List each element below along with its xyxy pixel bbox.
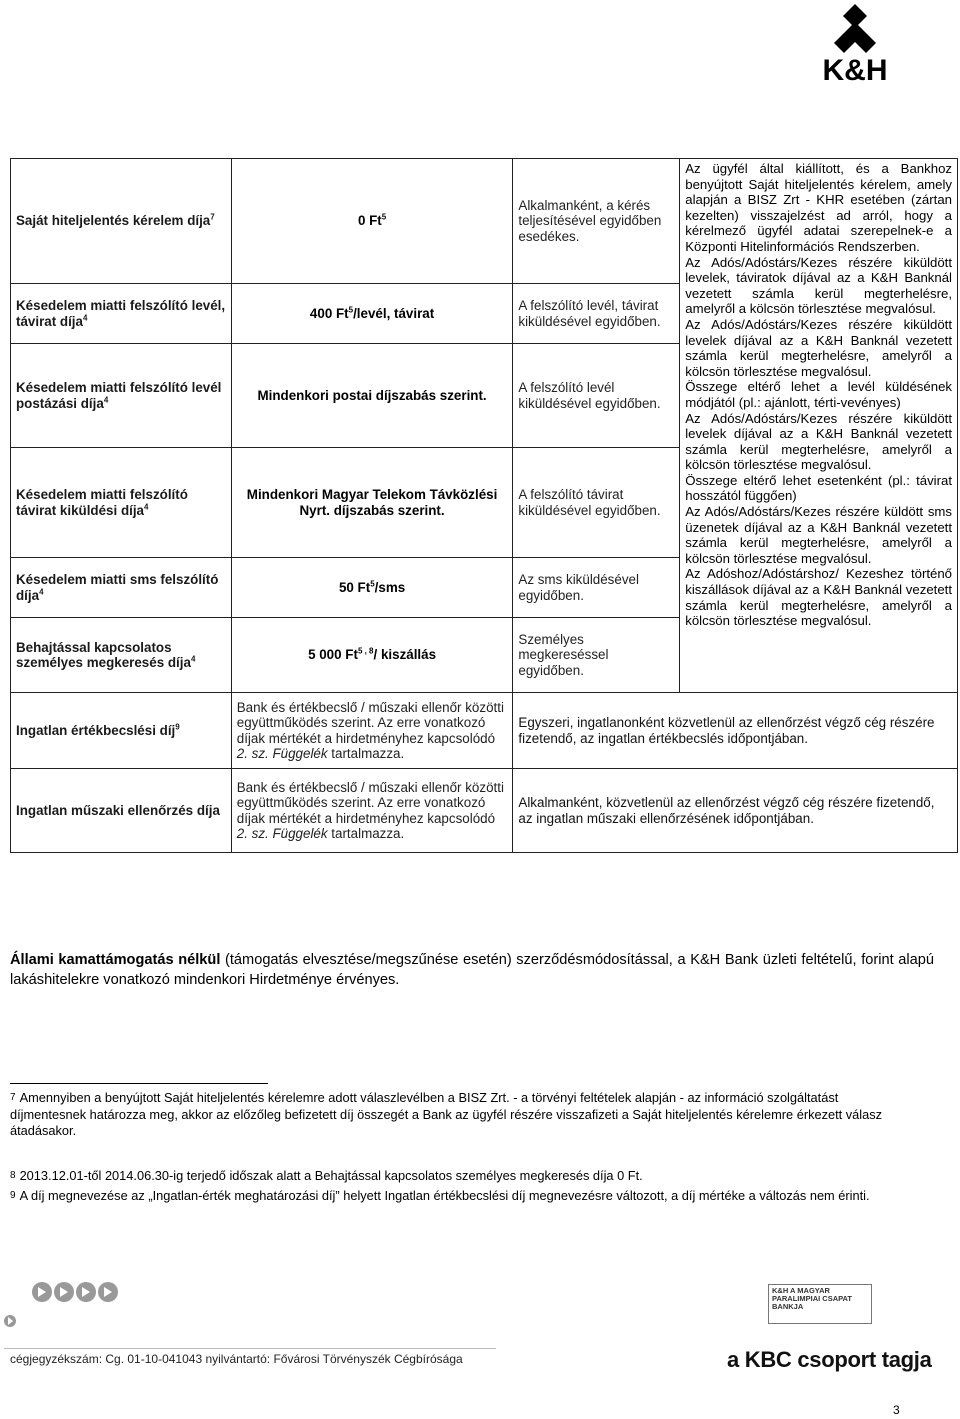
fee-note: Egyszeri, ingatlanonként közvetlenül az ellenőrzést végző cég részére fizetendő, az ingatlan értékbecslés időpontjában.: [513, 693, 958, 769]
fee-name: [11, 558, 232, 618]
fee-amount-value: Mindenkori postai díjszabás szerint.: [257, 387, 487, 403]
fee-row: [11, 693, 958, 769]
fee-timing: Személyes megkereséssel egyidőben.: [513, 618, 680, 693]
arrow-right-icon: [4, 1315, 16, 1327]
fee-description: Az Adós/Adóstárs/Kezes részére kiküldött levelek díjával az a K&H Banknál vezetett számla kerül megterhelésre, amelyről a kölcsön törlesztése megvalósul.: [685, 410, 952, 473]
footnote-ref: 5: [370, 579, 375, 589]
footnote-7: [10, 1090, 910, 1140]
fee-description: Összege eltérő lehet a levél küldésének módjától (pl.: ajánlott, térti-vevényes): [685, 379, 952, 410]
fee-name-text: Saját hiteljelentés kérelem díja: [16, 213, 211, 229]
fee-name: [11, 159, 232, 284]
kh-diamond-icon: [834, 4, 876, 53]
fee-name-text: Késedelem miatti felszólító távirat kiküldési díja: [16, 487, 188, 518]
footnote-number: 7: [10, 1092, 16, 1103]
fee-name-text: Késedelem miatti felszólító levél postázási díja: [16, 380, 222, 411]
fee-name: [11, 618, 232, 693]
footnote-number: 9: [10, 1190, 16, 1201]
footnote-ref: 5 , 8: [357, 646, 374, 656]
fee-name: [11, 448, 232, 558]
footnote-ref: 4: [39, 587, 44, 597]
footnote-text: 2013.12.01-től 2014.06.30-ig terjedő időszak alatt a Behajtással kapcsolatos személyes megkeresés díja 0 Ft.: [19, 1168, 643, 1183]
fee-name-text: Ingatlan értékbecslési díj: [16, 722, 176, 738]
navigation-arrows: [32, 1282, 120, 1304]
paralympic-logo: K&H A MAGYAR PARALIMPIAI CSAPAT BANKJA: [768, 1284, 872, 1324]
fee-description: Az Adós/Adóstárs/Kezes részére küldött sms üzenetek díjával az a K&H Banknál vezetett számla kerül megterhelésre, amelyről a kölcsön törlesztése megvalósul.: [685, 504, 952, 566]
fee-name-text: Késedelem miatti sms felszólító díja: [16, 572, 219, 603]
fee-amount: [231, 693, 513, 769]
fee-description: Az ügyfél által kiállított, és a Bankhoz benyújtott Saját hiteljelentés kérelem, amely alapján a BISZ Zrt - KHR esetében (zártan kezelten) visszajelzést ad arról, hogy a kérelmező ügyfél adatai szerepelnek-e a Központi Hitelinformációs Rendszerben.: [685, 161, 952, 254]
appendix-reference: 2. sz. Függelék: [236, 825, 328, 841]
footnote-text: Amennyiben a benyújtott Saját hiteljelentés kérelemre adott válaszlevélben a BISZ Zrt. - a törvényi feltételek alapján - az információ szolgáltatást díjmentesnek határozza meg, akkor az előzőleg befizetett díj összegét a Bank az ügyfél részére visszafizeti a Saját hiteljelentés kérelemre érkezett válasz átadásakor.: [10, 1090, 883, 1139]
fee-amount: [231, 558, 513, 618]
footnote-ref: 9: [175, 722, 180, 732]
fee-amount-text: tartalmazza.: [331, 745, 405, 761]
fee-description: Összege eltérő lehet esetenként (pl.: távirat hosszától függően): [685, 472, 952, 504]
footnote-ref: 5: [348, 305, 354, 315]
fee-timing: A felszólító levél, távirat kiküldésével egyidőben.: [513, 284, 680, 344]
fee-name: [11, 693, 232, 769]
fee-amount-text: tartalmazza.: [331, 825, 405, 841]
kbc-group-label: a KBC csoport tagja: [727, 1347, 932, 1372]
notice-paragraph: [10, 951, 934, 990]
fee-amount: [231, 618, 513, 693]
fee-table: [10, 158, 958, 853]
fee-descriptions: [680, 159, 958, 693]
fee-amount-value: 0 Ft: [357, 213, 382, 229]
fee-amount: [231, 284, 513, 344]
footnote-ref: 4: [82, 313, 88, 323]
fee-name: [11, 344, 232, 448]
fee-note: Alkalmanként, közvetlenül az ellenőrzést végző cég részére fizetendő, az ingatlan műszaki ellenőrzésének időpontjában.: [513, 769, 958, 853]
company-registration: cégjegyzékszám: Cg. 01-10-041043 nyilvántartó: Fővárosi Törvényszék Cégbírósága: [10, 1352, 463, 1366]
fee-name-text: Késedelem miatti felszólító levél, távirat díja: [16, 298, 226, 329]
footnote-ref: 4: [190, 654, 196, 664]
fee-row: [11, 159, 958, 284]
footnote-9: [10, 1188, 910, 1205]
fee-timing: Alkalmanként, a kérés teljesítésével egyidőben esedékes.: [513, 159, 680, 284]
notice-text: (támogatás elvesztése/megszűnése esetén) szerződésmódosítással, a K&H Bank üzleti feltételű, forint alapú lakáshitelekre vonatkozó mindenkori Hirdetménye érvényes.: [10, 952, 934, 988]
footnote-ref: 5: [381, 212, 387, 222]
arrow-right-icon: [98, 1282, 118, 1302]
fee-amount-value: Mindenkori Magyar Telekom Távközlési Nyrt. díjszabás szerint.: [246, 487, 498, 518]
fee-amount-text: Bank és értékbecslő / műszaki ellenőr közötti együttműködés szerint. Az erre vonatkozó díjak mértékét a hirdetményhez kapcsolódó: [236, 779, 504, 826]
fee-amount-unit: /levél, távirat: [353, 305, 435, 321]
fee-timing: A felszólító levél kiküldésével egyidőben.: [513, 344, 680, 448]
fee-amount: [231, 344, 513, 448]
fee-amount: [231, 448, 513, 558]
arrow-right-icon: [54, 1282, 74, 1302]
logo-text: K&H: [822, 54, 888, 86]
fee-amount-unit: /sms: [374, 579, 406, 595]
footnote-ref: 4: [103, 395, 109, 405]
footnote-ref: 4: [144, 502, 149, 512]
fee-name: [11, 284, 232, 344]
appendix-reference: 2. sz. Függelék: [236, 745, 328, 761]
fee-amount: [231, 769, 513, 853]
footnote-divider: [10, 1083, 268, 1084]
footnote-ref: 7: [210, 212, 215, 222]
kh-logo: [800, 0, 910, 86]
fee-amount-text: Bank és értékbecslő / műszaki ellenőr közötti együttműködés szerint. Az erre vonatkozó díjak mértékét a hirdetményhez kapcsolódó: [236, 699, 504, 746]
fee-amount-value: 50 Ft: [338, 579, 371, 595]
footnote-text: A díj megnevezése az „Ingatlan-érték meghatározási díj” helyett Ingatlan értékbecslési díj megnevezésre változott, a díj mértéke a változás nem érinti.: [19, 1188, 870, 1203]
fee-description: Az Adóshoz/Adóstárshoz/ Kezeshez történő kiszállások díjával az a K&H Banknál vezetett számla kerül megterhelésre, amelyről a kölcsön törlesztése megvalósul.: [685, 566, 952, 629]
fee-name-text: Ingatlan műszaki ellenőrzés díja: [16, 802, 220, 818]
footnote-number: 8: [10, 1170, 16, 1181]
fee-description: Az Adós/Adóstárs/Kezes részére kiküldött levelek, táviratok díjával az a K&H Banknál vezetett számla kerül megterhelésre, amelyről a kölcsön törlesztése megvalósul.: [685, 254, 952, 317]
fee-amount: [231, 159, 513, 284]
arrow-right-icon: [76, 1282, 96, 1302]
fee-description: Az Adós/Adóstárs/Kezes részére kiküldött levelek díjával az a K&H Banknál vezetett számla kerül megterhelésre, amelyről a kölcsön törlesztése megvalósul.: [685, 316, 952, 379]
fee-amount-unit: / kiszállás: [373, 647, 437, 663]
footnote-8: [10, 1168, 910, 1185]
fee-timing: Az sms kiküldésével egyidőben.: [513, 558, 680, 618]
fee-name: [11, 769, 232, 853]
fee-timing: A felszólító távirat kiküldésével egyidőben.: [513, 448, 680, 558]
footer-divider: [4, 1348, 496, 1349]
fee-name-text: Behajtással kapcsolatos személyes megkeresés díja: [16, 639, 191, 670]
fee-row: [11, 769, 958, 853]
fee-amount-value: 400 Ft: [309, 305, 349, 321]
page-number: 3: [893, 1403, 900, 1417]
arrow-right-icon: [32, 1282, 52, 1302]
fee-amount-value: 5 000 Ft: [308, 647, 358, 663]
notice-bold: Állami kamattámogatás nélkül: [10, 952, 221, 968]
